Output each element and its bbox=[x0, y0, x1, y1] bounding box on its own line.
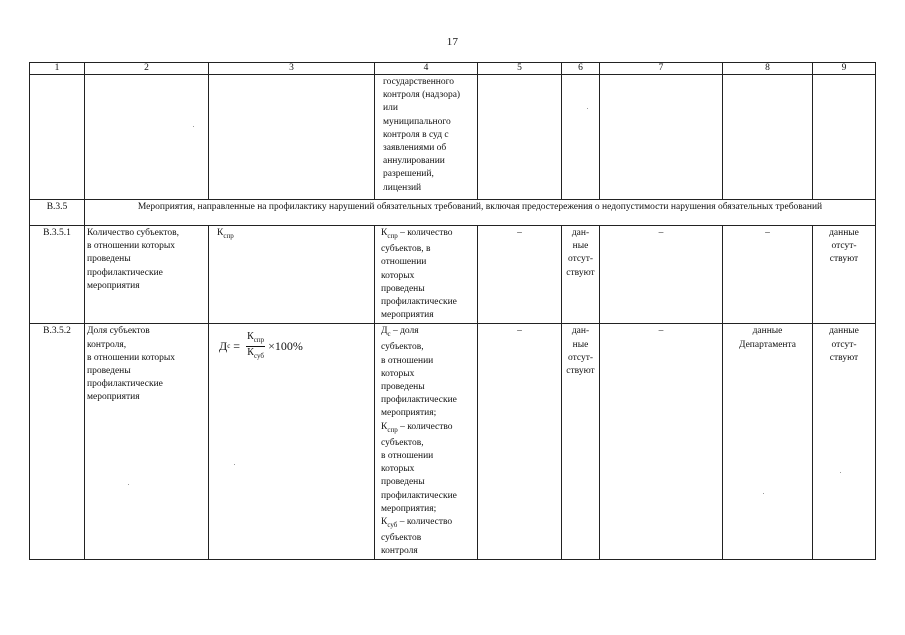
description-line: $К_{спр}$ – количество bbox=[381, 421, 453, 434]
description-line: мероприятия; bbox=[381, 408, 437, 419]
indicator-table bbox=[29, 62, 876, 560]
scan-speck bbox=[763, 493, 764, 494]
description-line: субъектов, bbox=[381, 342, 424, 353]
description-line: субъектов bbox=[381, 533, 422, 544]
description-line: которых bbox=[381, 464, 415, 475]
header-cell: 3 bbox=[209, 63, 375, 75]
description-line: проведены bbox=[381, 477, 425, 488]
continued-description-cell: государственного контроля (надзора) или муниципального контроля в суд с заявлениями об аннулировании разрешений, лицензий bbox=[375, 75, 478, 200]
header-cell: 2 bbox=[85, 63, 209, 75]
col7-value: – bbox=[600, 226, 723, 324]
header-cell: 6 bbox=[562, 63, 600, 75]
indicator-formula bbox=[209, 324, 375, 560]
scan-speck bbox=[840, 472, 841, 473]
col6-value: дан- ные отсут- ствуют bbox=[562, 226, 600, 324]
indicator-formula: $К_{спр}$ bbox=[209, 226, 375, 324]
description-line: профилактические bbox=[381, 395, 457, 406]
col9-value: данные отсут- ствуют bbox=[813, 324, 876, 560]
section-code: В.3.5 bbox=[30, 200, 85, 226]
indicator-name: Количество субъектов, в отношении которых проведены профилактические мероприятия bbox=[85, 226, 209, 324]
indicator-code: В.3.5.1 bbox=[30, 226, 85, 324]
col9-value: данные отсут- ствуют bbox=[813, 226, 876, 324]
share-formula: Д с = $\frac{К_{спр}}{К_{суб}}$ ×100% bbox=[219, 331, 303, 361]
section-row bbox=[30, 200, 876, 226]
table-row-continued bbox=[30, 75, 876, 200]
formula-fraction: $\frac{К_{спр}}{К_{суб}}$ bbox=[247, 331, 265, 361]
table-row bbox=[30, 226, 876, 324]
section-title: Мероприятия, направленные на профилактику нарушений обязательных требований, включая предостережения о недопустимости нарушения обязательных требований bbox=[85, 200, 876, 226]
description-line: мероприятия; bbox=[381, 503, 437, 514]
header-cell: 4 bbox=[375, 63, 478, 75]
header-cell: 8 bbox=[723, 63, 813, 75]
description-line: субъектов, bbox=[381, 437, 424, 448]
col5-value: – bbox=[478, 226, 562, 324]
scan-speck bbox=[587, 108, 588, 109]
scan-speck bbox=[193, 126, 194, 127]
description-line: в отношении bbox=[381, 450, 434, 461]
indicator-description bbox=[375, 324, 478, 560]
description-line: проведены bbox=[381, 382, 425, 393]
description-line: $Д_с$ – доля bbox=[381, 326, 419, 339]
indicator-description: $К_{спр}$ – количество субъектов, в отношении которых проведены профилактические мероприятия bbox=[375, 226, 478, 324]
indicator-code: В.3.5.2 bbox=[30, 324, 85, 560]
header-row bbox=[30, 63, 876, 75]
description-line: которых bbox=[381, 368, 415, 379]
description-line: контроля bbox=[381, 546, 418, 557]
col8-value: данные Департамента bbox=[723, 324, 813, 560]
header-cell: 9 bbox=[813, 63, 876, 75]
table-row bbox=[30, 324, 876, 560]
description-line: $К_{суб}$ – количество bbox=[381, 516, 453, 529]
description-line: профилактические bbox=[381, 490, 457, 501]
scan-speck bbox=[128, 484, 129, 485]
header-cell: 5 bbox=[478, 63, 562, 75]
indicator-name: Доля субъектов контроля, в отношении которых проведены профилактические мероприятия bbox=[85, 324, 209, 560]
page-number: 17 bbox=[446, 36, 459, 48]
col8-value: – bbox=[723, 226, 813, 324]
col6-value: дан- ные отсут- ствуют bbox=[562, 324, 600, 560]
description-line: в отношении bbox=[381, 355, 434, 366]
header-cell: 7 bbox=[600, 63, 723, 75]
header-cell: 1 bbox=[30, 63, 85, 75]
col7-value: – bbox=[600, 324, 723, 560]
scan-speck bbox=[234, 464, 235, 465]
col5-value: – bbox=[478, 324, 562, 560]
